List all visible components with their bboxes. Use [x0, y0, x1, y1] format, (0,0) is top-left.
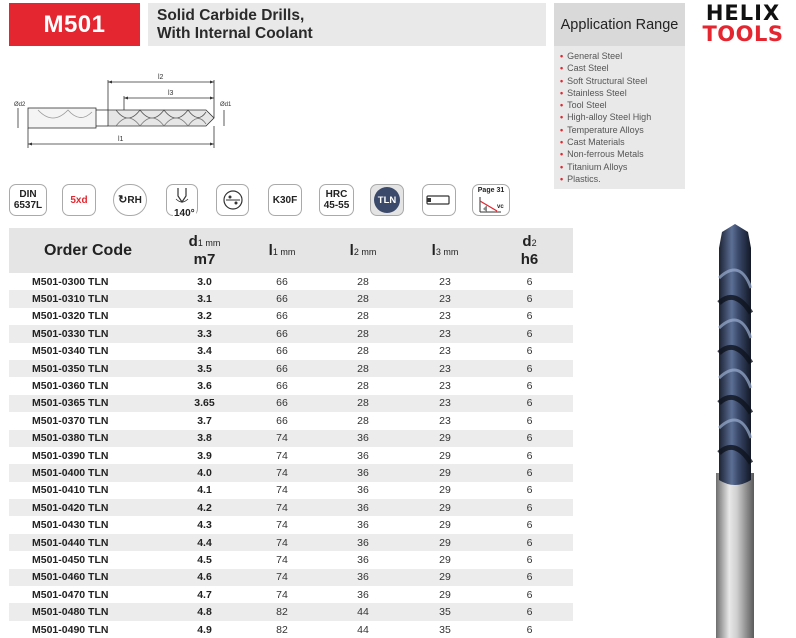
l3-cell: 23 [404, 360, 486, 377]
application-range-heading: Application Range [554, 3, 685, 46]
bullet-icon: • [560, 161, 564, 172]
d2-cell: 6 [486, 569, 573, 586]
l3-cell: 23 [404, 290, 486, 307]
application-range-item [560, 62, 685, 74]
order-table-body [9, 273, 573, 638]
l1-cell: 66 [276, 345, 288, 358]
l3-cell: 29 [439, 588, 451, 601]
bullet-icon: • [560, 100, 564, 111]
header-l1: l1 mm [242, 228, 322, 273]
application-range-label: Temperature Alloys [567, 124, 644, 135]
grade-label: K30F [272, 194, 298, 206]
table-row [9, 586, 573, 603]
application-range-item [560, 136, 685, 148]
order-table [9, 228, 573, 638]
d2-cell: 6 [486, 464, 573, 481]
product-title [148, 3, 546, 46]
table-row [9, 395, 573, 412]
d1-cell: 3.5 [167, 360, 242, 377]
d1-cell: 3.0 [197, 275, 212, 288]
d2-cell: 6 [526, 449, 533, 462]
d1-cell: 4.1 [197, 484, 212, 497]
order-code-cell: M501-0490 TLN [32, 623, 109, 636]
d2-cell: 6 [486, 430, 573, 447]
order-code-cell: M501-0380 TLN [9, 430, 167, 447]
d2-cell: 6 [486, 325, 573, 342]
application-range-label: Cast Steel [567, 63, 609, 74]
point-angle-drill-icon [172, 188, 192, 204]
table-header-row [9, 228, 573, 273]
l3-cell: 29 [404, 430, 486, 447]
title-line-1: Solid Carbide Drills, [157, 7, 305, 24]
d1-cell: 4.7 [197, 588, 212, 601]
l3-cell: 29 [404, 534, 486, 551]
d1-cell: 3.9 [197, 449, 212, 462]
header-order-code: Order Code [9, 228, 167, 273]
application-range-label: Tool Steel [567, 100, 607, 111]
table-row [9, 273, 573, 290]
application-range-item [560, 99, 685, 111]
table-row [9, 551, 573, 568]
application-range-label: Titanium Alloys [567, 161, 628, 172]
table-row [9, 464, 573, 481]
l3-cell: 29 [404, 464, 486, 481]
ratio-label: 5xd [70, 194, 88, 206]
l1-cell: 74 [276, 484, 288, 497]
bullet-icon: • [560, 63, 564, 74]
coating-badge [374, 187, 400, 213]
d1-cell: 3.7 [197, 414, 212, 427]
d1-cell: 4.9 [197, 623, 212, 636]
table-row [9, 482, 573, 499]
l3-cell: 23 [439, 310, 451, 323]
d1-cell: 4.4 [167, 534, 242, 551]
l2-cell: 36 [357, 484, 369, 497]
shank-icon [426, 194, 452, 206]
page-reference: Page 31 [477, 186, 505, 194]
din-standard-icon [9, 184, 47, 216]
order-code-cell: M501-0350 TLN [9, 360, 167, 377]
table-row [9, 447, 573, 464]
l2-cell: 36 [357, 449, 369, 462]
dim-d1-label: Ød1 [220, 102, 232, 108]
bullet-icon: • [560, 124, 564, 135]
l1-cell: 66 [242, 290, 322, 307]
application-range-item [560, 87, 685, 99]
l1-cell: 66 [276, 380, 288, 393]
application-range-label: Stainless Steel [567, 87, 627, 98]
l3-cell: 23 [439, 380, 451, 393]
table-row [9, 308, 573, 325]
bullet-icon: • [560, 137, 564, 148]
order-code-cell: M501-0365 TLN [9, 395, 167, 412]
d2-cell: 6 [526, 275, 533, 288]
order-code-cell: M501-0400 TLN [9, 464, 167, 481]
table-row [9, 499, 573, 516]
l2-cell: 28 [322, 360, 404, 377]
bullet-icon: • [560, 149, 564, 160]
application-range-label: Non-ferrous Metals [567, 149, 644, 160]
order-code-cell: M501-0320 TLN [32, 310, 109, 323]
shank-type-icon [422, 184, 456, 216]
l3-cell: 35 [439, 623, 451, 636]
l2-cell: 36 [357, 519, 369, 532]
order-code-cell: M501-0340 TLN [32, 345, 109, 358]
application-range-label: High-alloy Steel High [567, 112, 652, 123]
d2-cell: 6 [486, 360, 573, 377]
l3-cell: 29 [439, 519, 451, 532]
l1-cell: 74 [242, 569, 322, 586]
application-range-item [560, 111, 685, 123]
l1-cell: 66 [276, 310, 288, 323]
application-range-label: Cast Materials [567, 137, 625, 148]
application-range-item [560, 161, 685, 173]
d1-cell: 4.3 [197, 519, 212, 532]
application-range-item [560, 75, 685, 87]
d1-cell: 3.3 [167, 325, 242, 342]
l3-cell: 23 [404, 395, 486, 412]
hrc-line-1: HRC [325, 189, 348, 200]
coolant-cross-section-icon [222, 189, 244, 211]
table-row [9, 534, 573, 551]
l2-cell: 36 [357, 588, 369, 601]
application-range-list [554, 46, 685, 185]
d2-cell: 6 [486, 603, 573, 620]
l2-cell: 28 [357, 275, 369, 288]
grade-icon [268, 184, 302, 216]
d1-cell: 3.65 [167, 395, 242, 412]
order-code-cell: M501-0440 TLN [9, 534, 167, 551]
din-line-2: 6537L [13, 200, 43, 211]
d2-cell: 6 [526, 588, 533, 601]
application-range-item [560, 148, 685, 160]
d2-cell: 6 [526, 553, 533, 566]
d2-cell: 6 [526, 484, 533, 497]
d1-cell: 3.2 [197, 310, 212, 323]
d2-cell: 6 [486, 534, 573, 551]
dim-l1-label: l1 [118, 136, 124, 143]
l3-cell: 29 [439, 449, 451, 462]
d1-cell: 3.6 [197, 380, 212, 393]
drill-dimension-drawing [8, 68, 240, 154]
table-row [9, 569, 573, 586]
product-code: M501 [43, 10, 106, 38]
rotation-label: RH [127, 194, 142, 206]
l3-cell: 23 [439, 345, 451, 358]
order-code-cell: M501-0480 TLN [9, 603, 167, 620]
vc-label: vc [497, 204, 504, 210]
order-code-cell: M501-0460 TLN [9, 569, 167, 586]
l3-cell: 29 [404, 499, 486, 516]
hardness-icon [319, 184, 354, 216]
l2-cell: 36 [322, 569, 404, 586]
order-code-cell: M501-0430 TLN [32, 519, 109, 532]
l1-cell: 74 [242, 534, 322, 551]
d2-cell: 6 [486, 290, 573, 307]
order-code-cell: M501-0310 TLN [9, 290, 167, 307]
l1-cell: 66 [242, 325, 322, 342]
l1-cell: 66 [242, 360, 322, 377]
l2-cell: 28 [357, 380, 369, 393]
l1-cell: 66 [276, 414, 288, 427]
cutting-data-page-icon[interactable] [472, 184, 510, 216]
l2-cell: 28 [322, 290, 404, 307]
l2-cell: 36 [357, 553, 369, 566]
drawing-shank [28, 108, 96, 128]
d2-cell: 6 [526, 623, 533, 636]
application-range-item [560, 124, 685, 136]
d1-cell: 3.1 [167, 290, 242, 307]
d1-cell: 4.8 [167, 603, 242, 620]
l2-cell: 36 [322, 430, 404, 447]
table-row [9, 377, 573, 394]
application-range-label: Soft Structural Steel [567, 75, 648, 86]
l1-cell: 74 [242, 464, 322, 481]
order-code-cell: M501-0360 TLN [32, 380, 109, 393]
drawing-flute [108, 110, 214, 126]
l1-cell: 82 [242, 603, 322, 620]
logo-line-1: HELIX [705, 1, 781, 25]
table-row [9, 621, 573, 638]
bullet-icon: • [560, 112, 564, 123]
l2-cell: 36 [322, 499, 404, 516]
l3-cell: 29 [439, 484, 451, 497]
l1-cell: 74 [276, 553, 288, 566]
l2-cell: 28 [322, 325, 404, 342]
dim-d2-label: Ød2 [14, 102, 26, 108]
table-row [9, 430, 573, 447]
header-d1: d1 mm m7 [167, 228, 242, 273]
drill-shank [716, 473, 754, 638]
hrc-line-2: 45-55 [323, 200, 350, 211]
l1-cell: 66 [242, 395, 322, 412]
d1-cell: 3.4 [197, 345, 212, 358]
application-range-label: General Steel [567, 51, 623, 61]
order-code-cell: M501-0330 TLN [9, 325, 167, 342]
application-range-panel [554, 3, 685, 189]
l3-cell: 35 [404, 603, 486, 620]
table-row [9, 516, 573, 533]
table-row [9, 360, 573, 377]
coating-label: TLN [377, 194, 397, 206]
bullet-icon: • [560, 51, 564, 61]
l3-cell: 23 [439, 275, 451, 288]
order-code-cell: M501-0420 TLN [9, 499, 167, 516]
l1-cell: 74 [242, 499, 322, 516]
header-d2: d2 h6 [486, 228, 573, 273]
table-row [9, 412, 573, 429]
d1-cell: 4.5 [197, 553, 212, 566]
d2-cell: 6 [526, 519, 533, 532]
l1-cell: 74 [276, 449, 288, 462]
table-row [9, 343, 573, 360]
d2-cell: 6 [486, 499, 573, 516]
header-l2: l2 mm [322, 228, 404, 273]
l2-cell: 44 [357, 623, 369, 636]
application-range-label: Plastics. [567, 173, 601, 184]
l1-cell: 74 [242, 430, 322, 447]
l2-cell: 28 [357, 310, 369, 323]
l3-cell: 23 [404, 325, 486, 342]
order-code-cell: M501-0390 TLN [32, 449, 109, 462]
l3-cell: 23 [439, 414, 451, 427]
d1-cell: 4.6 [167, 569, 242, 586]
l2-cell: 36 [322, 464, 404, 481]
order-code-cell: M501-0410 TLN [32, 484, 109, 497]
l2-cell: 36 [322, 534, 404, 551]
order-code-cell: M501-0300 TLN [32, 275, 109, 288]
d2-cell: 6 [526, 310, 533, 323]
l2-cell: 44 [322, 603, 404, 620]
coating-icon [370, 184, 404, 216]
din-line-1: DIN [19, 189, 37, 200]
l2-cell: 28 [322, 395, 404, 412]
d2-cell: 6 [526, 345, 533, 358]
order-code-cell: M501-0370 TLN [32, 414, 109, 427]
dim-l2-label: l2 [158, 74, 164, 81]
bullet-icon: • [560, 173, 564, 184]
ratio-5xd-icon [62, 184, 96, 216]
d2-cell: 6 [526, 414, 533, 427]
title-line-2: With Internal Coolant [157, 25, 313, 42]
header-l3: l3 mm [404, 228, 486, 273]
bullet-icon: • [560, 87, 564, 98]
d2-cell: 6 [486, 395, 573, 412]
l2-cell: 28 [357, 345, 369, 358]
right-hand-rotation-icon: ↻ RH [113, 184, 147, 216]
l3-cell: 29 [439, 553, 451, 566]
d2-cell: 6 [526, 380, 533, 393]
l3-cell: 29 [404, 569, 486, 586]
application-range-item [560, 173, 685, 185]
d1-cell: 3.8 [167, 430, 242, 447]
product-code-badge [9, 3, 140, 46]
bullet-icon: • [560, 75, 564, 86]
d1-cell: 4.2 [167, 499, 242, 516]
l1-cell: 82 [276, 623, 288, 636]
order-code-cell: M501-0470 TLN [32, 588, 109, 601]
helix-tools-logo [693, 3, 793, 45]
table-row [9, 603, 573, 620]
logo-line-2: TOOLS [702, 22, 784, 46]
drill-product-image [700, 218, 770, 638]
l1-cell: 74 [276, 519, 288, 532]
l2-cell: 28 [357, 414, 369, 427]
application-range-item [560, 50, 685, 62]
d1-cell: 4.0 [167, 464, 242, 481]
dim-l3-label: l3 [168, 90, 174, 97]
l1-cell: 66 [276, 275, 288, 288]
point-angle-label: 140° [174, 208, 195, 219]
order-code-cell: M501-0450 TLN [32, 553, 109, 566]
internal-coolant-icon [216, 184, 249, 216]
l1-cell: 74 [276, 588, 288, 601]
table-row [9, 290, 573, 307]
table-row [9, 325, 573, 342]
